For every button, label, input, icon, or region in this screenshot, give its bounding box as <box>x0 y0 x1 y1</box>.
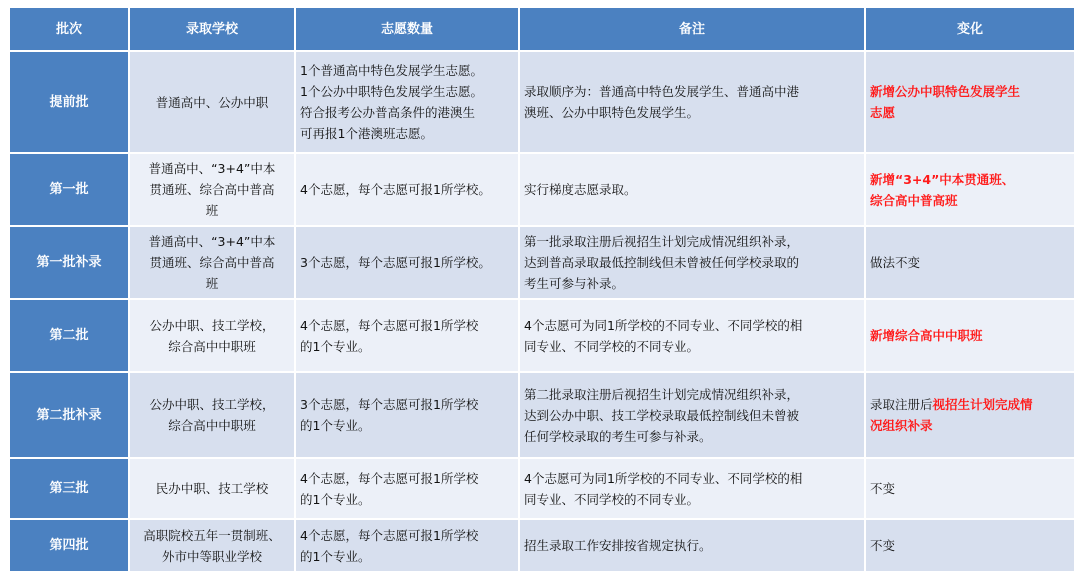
header-note: 备注 <box>519 7 865 51</box>
header-row <box>9 7 1075 51</box>
header-schools: 录取学校 <box>129 7 295 51</box>
note-cell: 招生录取工作安排按省规定执行。 <box>519 519 865 572</box>
quota-cell: 4个志愿，每个志愿可报1所学校 的1个专业。 <box>295 519 519 572</box>
note-cell: 4个志愿可为同1所学校的不同专业、不同学校的相 同专业、不同学校的不同专业。 <box>519 458 865 519</box>
quota-cell: 4个志愿，每个志愿可报1所学校 的1个专业。 <box>295 299 519 372</box>
table-row <box>9 458 1075 519</box>
table-row <box>9 299 1075 372</box>
header-change: 变化 <box>865 7 1075 51</box>
note-cell: 第一批录取注册后视招生计划完成情况组织补录， 达到普高录取最低控制线但未曾被任何学校录取的 考生可参与补录。 <box>519 226 865 299</box>
change-highlight-text: 视招生计划完成情 况组织补录 <box>870 397 1033 433</box>
table-row <box>9 519 1075 572</box>
change-cell <box>865 372 1075 458</box>
schools-cell: 高职院校五年一贯制班、 外市中等职业学校 <box>129 519 295 572</box>
change-cell <box>865 153 1075 226</box>
schools-cell: 公办中职、技工学校， 综合高中中职班 <box>129 372 295 458</box>
batch-cell: 第二批 <box>9 299 129 372</box>
table-row <box>9 226 1075 299</box>
table-row <box>9 51 1075 153</box>
schools-cell: 民办中职、技工学校 <box>129 458 295 519</box>
batch-cell: 第二批补录 <box>9 372 129 458</box>
quota-cell: 3个志愿，每个志愿可报1所学校 的1个专业。 <box>295 372 519 458</box>
quota-cell: 3个志愿，每个志愿可报1所学校。 <box>295 226 519 299</box>
header-quota: 志愿数量 <box>295 7 519 51</box>
batch-cell: 第四批 <box>9 519 129 572</box>
quota-cell: 1个普通高中特色发展学生志愿。 1个公办中职特色发展学生志愿。 符合报考公办普高条件的港澳生 可再报1个港澳班志愿。 <box>295 51 519 153</box>
change-highlight-text: 新增综合高中中职班 <box>870 328 983 343</box>
change-plain-text: 不变 <box>870 481 896 496</box>
quota-cell: 4个志愿，每个志愿可报1所学校 的1个专业。 <box>295 458 519 519</box>
batch-cell: 提前批 <box>9 51 129 153</box>
admission-batch-table <box>8 6 1076 573</box>
schools-cell: 普通高中、公办中职 <box>129 51 295 153</box>
schools-cell: 普通高中、“3+4”中本 贯通班、综合高中普高 班 <box>129 153 295 226</box>
table-row <box>9 372 1075 458</box>
table-row <box>9 153 1075 226</box>
quota-cell: 4个志愿，每个志愿可报1所学校。 <box>295 153 519 226</box>
change-cell <box>865 51 1075 153</box>
note-cell: 4个志愿可为同1所学校的不同专业、不同学校的相 同专业、不同学校的不同专业。 <box>519 299 865 372</box>
change-cell <box>865 299 1075 372</box>
batch-cell: 第一批 <box>9 153 129 226</box>
change-plain-text: 不变 <box>870 538 896 553</box>
change-plain-text: 录取注册后 <box>870 397 933 412</box>
schools-cell: 公办中职、技工学校， 综合高中中职班 <box>129 299 295 372</box>
change-plain-text: 做法不变 <box>870 255 921 270</box>
batch-cell: 第一批补录 <box>9 226 129 299</box>
change-highlight-text: 新增公办中职特色发展学生 志愿 <box>870 84 1021 120</box>
change-cell <box>865 226 1075 299</box>
note-cell: 实行梯度志愿录取。 <box>519 153 865 226</box>
change-cell <box>865 519 1075 572</box>
note-cell: 录取顺序为：普通高中特色发展学生、普通高中港 澳班、公办中职特色发展学生。 <box>519 51 865 153</box>
header-batch: 批次 <box>9 7 129 51</box>
admission-batch-table-container <box>8 6 1074 571</box>
batch-cell: 第三批 <box>9 458 129 519</box>
change-cell <box>865 458 1075 519</box>
change-highlight-text: 新增“3+4”中本贯通班、 综合高中普高班 <box>870 171 1015 208</box>
note-cell: 第二批录取注册后视招生计划完成情况组织补录， 达到公办中职、技工学校录取最低控制线但未曾被 任何学校录取的考生可参与补录。 <box>519 372 865 458</box>
schools-cell: 普通高中、“3+4”中本 贯通班、综合高中普高 班 <box>129 226 295 299</box>
